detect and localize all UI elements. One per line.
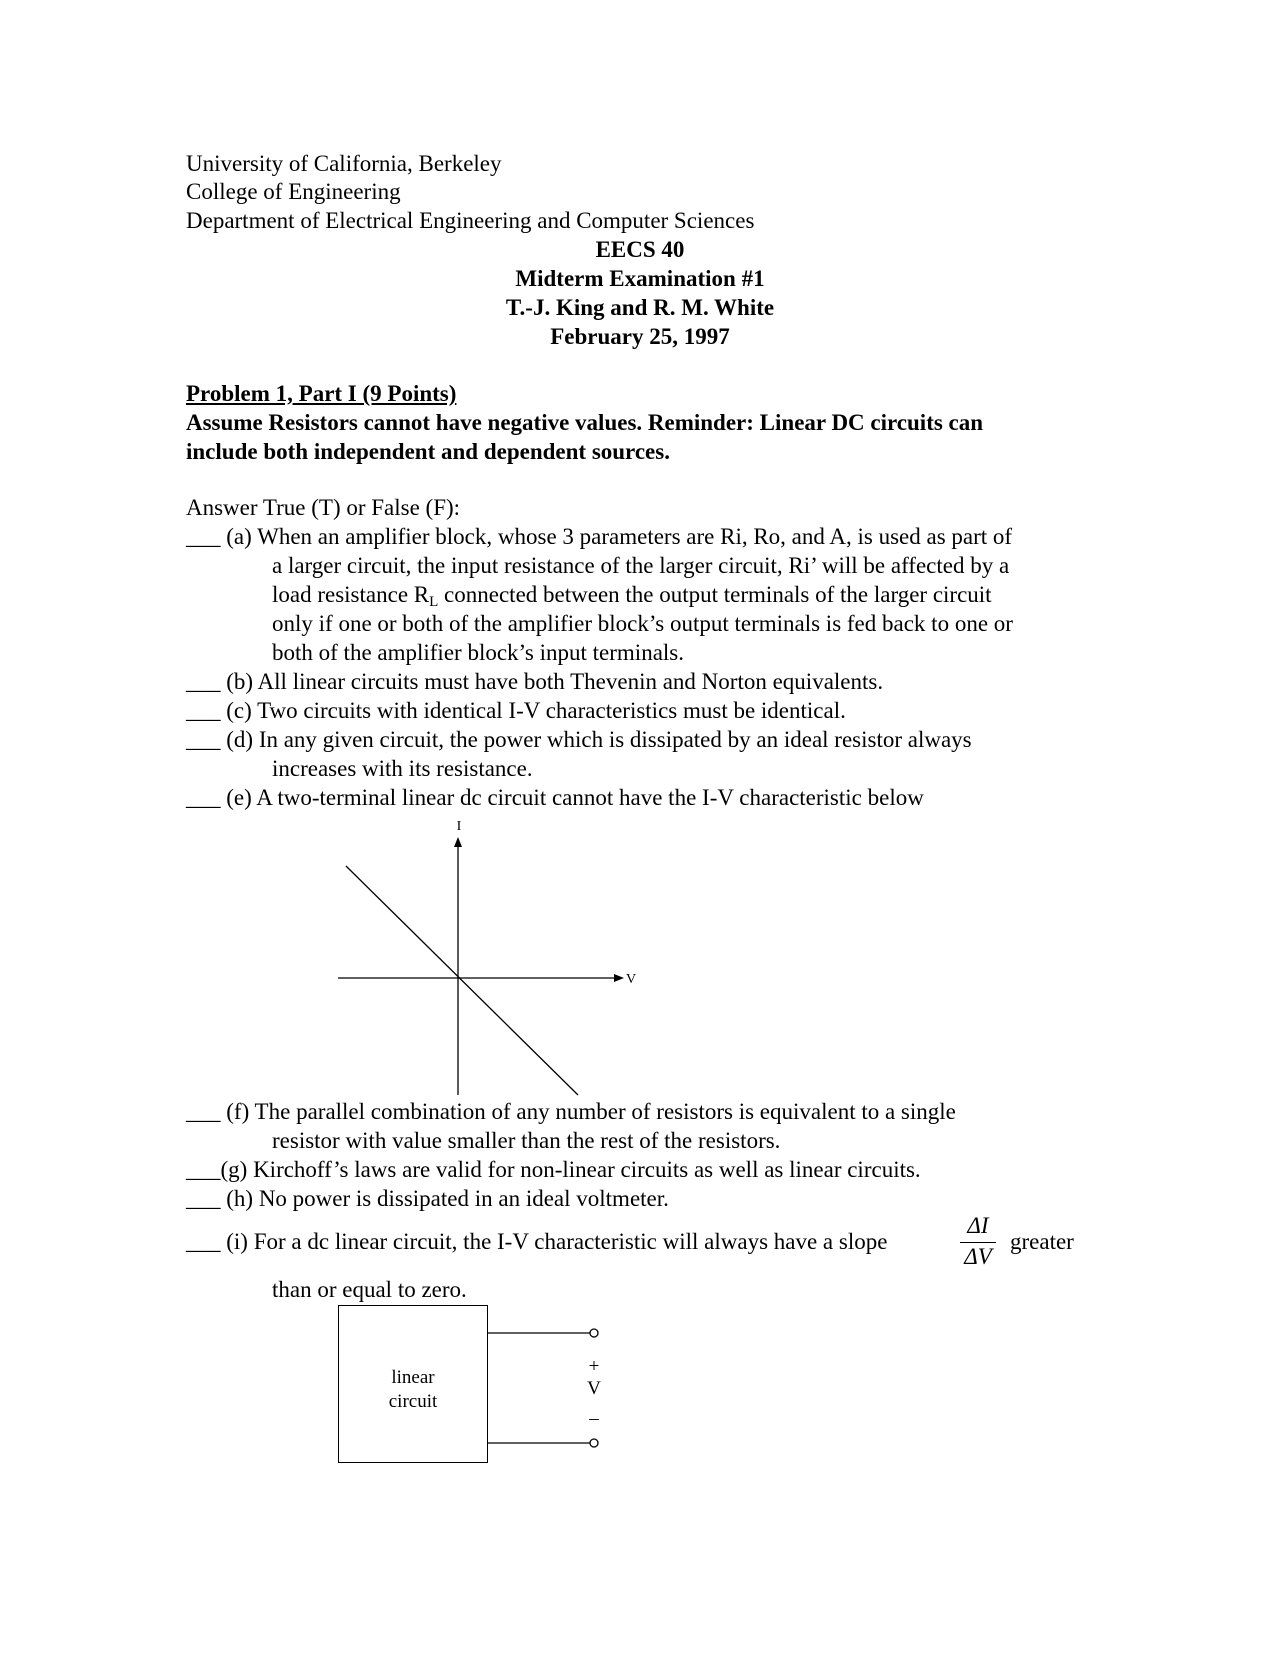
problem-note-line2: include both independent and dependent sources. <box>186 439 670 464</box>
college-name: College of Engineering <box>186 179 401 204</box>
question-d <box>186 726 972 754</box>
question-a-line3: load resistance $R_L$ connected between the output terminals of the larger circuit <box>272 582 992 610</box>
answer-blank-c[interactable]: ___ <box>186 698 221 723</box>
y-axis-arrowhead <box>454 837 462 847</box>
question-h <box>186 1185 669 1213</box>
question-c <box>186 697 846 725</box>
iv-characteristic-line <box>346 866 578 1095</box>
question-b <box>186 668 883 696</box>
question-f <box>186 1098 956 1126</box>
question-f-text: (f) The parallel combination of any number of resistors is equivalent to a single <box>226 1099 956 1124</box>
question-a <box>186 523 1012 551</box>
answer-blank-b[interactable]: ___ <box>186 669 221 694</box>
problem-title: Problem 1, Part I (9 Points) <box>186 381 457 406</box>
answer-blank-h[interactable]: ___ <box>186 1186 221 1211</box>
top-terminal <box>590 1329 598 1337</box>
department-name: Department of Electrical Engineering and Computer Sciences <box>186 208 755 233</box>
circuit-label-line2: circuit <box>388 1391 438 1412</box>
question-i-greater: greater <box>1010 1229 1074 1254</box>
bottom-terminal <box>590 1439 598 1447</box>
answer-blank-e[interactable]: ___ <box>186 785 221 810</box>
plus-sign: + <box>588 1356 600 1377</box>
y-axis-label: I <box>456 819 462 834</box>
slope-denominator: ΔV <box>964 1244 992 1269</box>
answer-instruction: Answer True (T) or False (F): <box>186 495 461 520</box>
voltage-label: V <box>587 1378 601 1399</box>
x-axis-label: V <box>626 972 637 987</box>
answer-blank-d[interactable]: ___ <box>186 727 221 752</box>
question-e <box>186 784 924 812</box>
slope-numerator: ΔI <box>967 1213 989 1238</box>
question-e-text: (e) A two-terminal linear dc circuit cannot have the I-V characteristic below <box>226 785 924 810</box>
question-i <box>186 1228 887 1256</box>
question-f-line2: resistor with value smaller than the rest of the resistors. <box>272 1128 781 1153</box>
question-c-text: (c) Two circuits with identical I-V characteristics must be identical. <box>226 698 846 723</box>
question-g-text: (g) Kirchoff’s laws are valid for non-linear circuits as well as linear circuits. <box>220 1157 921 1182</box>
question-a-line4: only if one or both of the amplifier block’s output terminals is fed back to one or <box>272 611 1013 636</box>
instructors: T.-J. King and R. M. White <box>505 295 775 320</box>
question-d-line2: increases with its resistance. <box>272 756 533 781</box>
x-axis-arrowhead <box>614 974 624 982</box>
question-i-text: (i) For a dc linear circuit, the I-V characteristic will always have a slope <box>226 1229 888 1254</box>
answer-blank-f[interactable]: ___ <box>186 1099 221 1124</box>
question-a-line5: both of the amplifier block’s input terminals. <box>272 640 685 665</box>
exam-title: Midterm Examination #1 <box>515 266 765 291</box>
circuit-label-line1: linear <box>391 1367 435 1388</box>
question-g <box>186 1156 921 1184</box>
question-a-text: (a) When an amplifier block, whose 3 parameters are Ri, Ro, and A, is used as part of <box>226 524 1013 549</box>
question-b-text: (b) All linear circuits must have both Thevenin and Norton equivalents. <box>226 669 884 694</box>
exam-date: February 25, 1997 <box>550 324 730 349</box>
question-i-line2: than or equal to zero. <box>272 1277 467 1302</box>
university-name: University of California, Berkeley <box>186 151 502 176</box>
problem-note-line1: Assume Resistors cannot have negative values. Reminder: Linear DC circuits can <box>186 410 984 435</box>
slope-fraction <box>958 1212 998 1271</box>
question-d-text: (d) In any given circuit, the power which is dissipated by an ideal resistor always <box>226 727 972 752</box>
answer-blank-i[interactable]: ___ <box>186 1229 221 1254</box>
question-a-line2: a larger circuit, the input resistance of the larger circuit, Ri’ will be affected by a <box>272 553 1010 578</box>
answer-blank-a[interactable]: ___ <box>186 524 221 549</box>
question-h-text: (h) No power is dissipated in an ideal voltmeter. <box>226 1186 669 1211</box>
answer-blank-g[interactable]: ___ <box>186 1157 221 1182</box>
course-code: EECS 40 <box>595 237 685 262</box>
minus-sign: – <box>589 1408 599 1429</box>
